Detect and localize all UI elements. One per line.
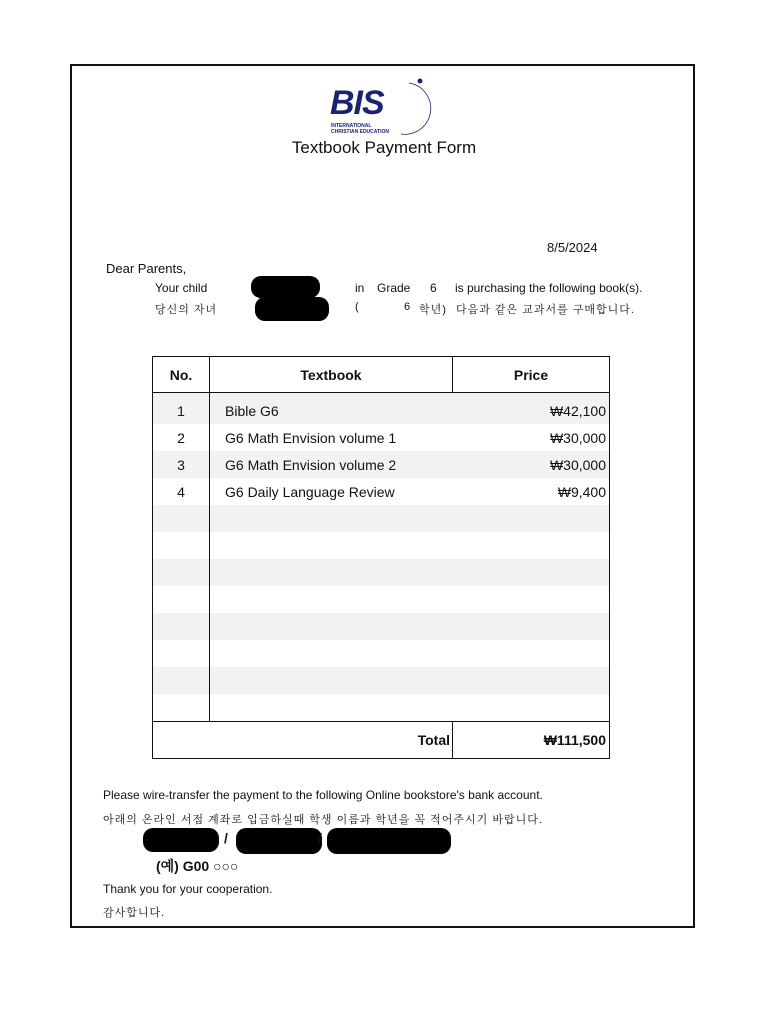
greeting: Dear Parents, — [106, 261, 187, 276]
row-number — [153, 505, 210, 532]
separator-1: / — [224, 830, 228, 846]
redacted-bank-name — [143, 828, 219, 852]
logo-arc-icon — [395, 78, 435, 138]
table-row — [153, 640, 610, 667]
row-textbook — [210, 667, 453, 694]
bis-logo-subtitle: INTERNATIONAL CHRISTIAN EDUCATION — [331, 123, 389, 135]
payment-instruction: Please wire-transfer the payment to the following Online bookstore's bank account. — [103, 788, 543, 802]
row-number — [153, 667, 210, 694]
row-price — [453, 694, 610, 722]
row-number: 3 — [153, 451, 210, 478]
your-child-label: Your child — [155, 281, 208, 295]
row-number — [153, 559, 210, 586]
redacted-account-holder — [327, 828, 451, 854]
row-price — [453, 640, 610, 667]
your-child-label-ko: 당신의 자녀 — [155, 304, 218, 316]
table-row — [153, 505, 610, 532]
grade-label: Grade — [377, 281, 411, 295]
table-row — [153, 586, 610, 613]
col-header-no: No. — [153, 357, 210, 393]
bis-logo-text: BIS — [330, 84, 384, 122]
row-number: 1 — [153, 393, 210, 425]
row-number — [153, 640, 210, 667]
open-paren: ( — [355, 301, 360, 313]
total-value: ₩111,500 — [453, 722, 610, 759]
row-price: ₩30,000 — [453, 424, 610, 451]
total-row — [153, 722, 610, 759]
thank-you-ko: 감사합니다. — [103, 907, 166, 919]
row-textbook — [210, 640, 453, 667]
purchasing-text-ko: 다음과 같은 교과서를 구매합니다. — [456, 304, 635, 316]
row-price: ₩9,400 — [453, 478, 610, 505]
redacted-account-number — [236, 828, 322, 854]
redacted-student-name-ko — [255, 297, 329, 321]
row-number: 2 — [153, 424, 210, 451]
table-row — [153, 478, 610, 505]
row-number: 4 — [153, 478, 210, 505]
row-textbook: G6 Math Envision volume 2 — [210, 451, 453, 478]
col-header-textbook: Textbook — [210, 357, 453, 393]
table-row — [153, 393, 610, 425]
row-price: ₩42,100 — [453, 393, 610, 425]
payment-instruction-ko: 아래의 온라인 서점 계좌로 입금하실때 학생 이름과 학년을 꼭 적어주시기 바랍니다. — [103, 814, 543, 826]
table-row — [153, 667, 610, 694]
row-price: ₩30,000 — [453, 451, 610, 478]
row-textbook — [210, 559, 453, 586]
in-label: in — [355, 281, 365, 295]
table-row — [153, 451, 610, 478]
row-price — [453, 505, 610, 532]
table-row — [153, 613, 610, 640]
col-header-price: Price — [453, 357, 610, 393]
redacted-student-name — [251, 276, 320, 298]
row-textbook — [210, 613, 453, 640]
form-title: Textbook Payment Form — [291, 138, 477, 157]
purchasing-text: is purchasing the following book(s). — [455, 281, 643, 295]
row-price — [453, 532, 610, 559]
grade-value-ko: 6 — [404, 301, 412, 313]
form-date: 8/5/2024 — [547, 240, 598, 255]
row-textbook: G6 Math Envision volume 1 — [210, 424, 453, 451]
total-label: Total — [153, 722, 453, 759]
table-row — [153, 559, 610, 586]
row-price — [453, 613, 610, 640]
row-textbook — [210, 694, 453, 722]
row-textbook: G6 Daily Language Review — [210, 478, 453, 505]
row-textbook: Bible G6 — [210, 393, 453, 425]
textbook-table — [152, 356, 610, 759]
row-number — [153, 532, 210, 559]
grade-value: 6 — [430, 281, 437, 295]
thank-you: Thank you for your cooperation. — [103, 882, 273, 896]
row-price — [453, 559, 610, 586]
row-number — [153, 586, 210, 613]
row-number — [153, 613, 210, 640]
table-header-row — [153, 357, 610, 393]
table-row — [153, 694, 610, 722]
row-textbook — [210, 532, 453, 559]
row-textbook — [210, 586, 453, 613]
name-format-example: (예) G00 ○○○ — [156, 858, 239, 874]
separator-2: / — [318, 830, 322, 846]
grade-suffix-ko: 학년) — [419, 304, 447, 316]
table-row — [153, 424, 610, 451]
row-number — [153, 694, 210, 722]
row-textbook — [210, 505, 453, 532]
row-price — [453, 667, 610, 694]
table-row — [153, 532, 610, 559]
row-price — [453, 586, 610, 613]
